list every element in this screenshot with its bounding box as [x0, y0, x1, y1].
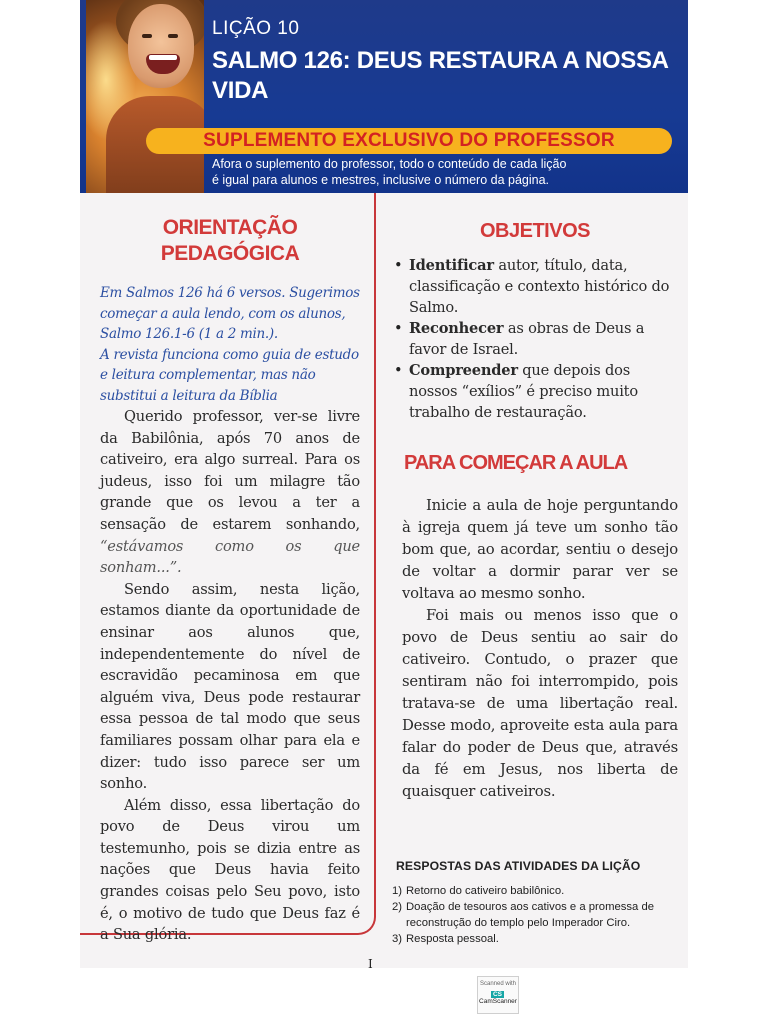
paragraph-1: Querido professor, ver-se livre da Babilônia, após 70 anos de cativeiro, era algo surreal. Para os judeus, isso foi um milagre tão grande que os levou a ter a sensação de estarem sonhando, “estávamos como os que sonham...”. [100, 408, 360, 577]
answer-item: 1) Retorno do cativeiro babilônico. [392, 885, 565, 897]
section-title-objetivos: OBJETIVOS [480, 220, 590, 242]
answers-title: RESPOSTAS DAS ATIVIDADES DA LIÇÃO [396, 859, 641, 873]
paragraph-3: Além disso, essa libertação do povo de Deus virou um testemunho, pois se dizia entre as nações que Deus havia feito grandes coisas pelo Seu povo, isto é, o motivo de tudo que Deus faz é a Sua glória. [100, 796, 360, 944]
page [80, 0, 688, 968]
start-text [392, 495, 678, 803]
answer-item: 2) Doação de tesouros aos cativos e a promessa de reconstrução do templo pelo Imperador Ciro. [392, 901, 655, 929]
camscanner-logo-icon: CS [492, 991, 503, 998]
answer-item: 3) Resposta pessoal. [392, 933, 499, 945]
intro-reading: Em Salmos 126 há 6 versos. Sugerimos começar a aula lendo, com os alunos, Salmo 126.1-6 (1 a 2 min.). [100, 285, 360, 342]
camscanner-badge: Scanned with CSCamScanner [477, 976, 519, 1014]
objectives-list [392, 255, 678, 423]
lesson-header [80, 0, 688, 193]
lesson-label: LIÇÃO 10 [212, 18, 300, 39]
psalm-quote: “estávamos como os que sonham...”. [100, 537, 360, 577]
paragraph-2: Sendo assim, nesta lição, estamos diante da oportunidade de ensinar aos alunos que, independentemente do nível de escravidão pecaminosa em que alguém viva, Deus pode restaurar essa pessoa de tal modo que seus familiares possam olhar para ela e dizer: tudo isso parece ser um sonho. [100, 580, 360, 793]
section-title-comecar: PARA COMEÇAR A AULA [404, 452, 628, 474]
objective-item: • Reconhecer as obras de Deus a favor de Israel. [392, 318, 678, 360]
pedagogical-guidance-column [80, 193, 376, 944]
answers-list [392, 883, 688, 947]
header-title-block [212, 18, 682, 106]
start-paragraph-2: Foi mais ou menos isso que o povo de Deus sentiu ao sair do cativeiro. Contudo, o prazer que sentiram não foi interrompido, pois tratava-se de uma libertação real. Desse modo, aproveite esta aula para falar do poder de Deus que, através da fé em Jesus, nos liberta de quaisquer cativeiros. [402, 607, 678, 800]
supplement-banner: SUPLEMENTO EXCLUSIVO DO PROFESSOR [146, 128, 672, 154]
child-photo [86, 0, 204, 193]
lesson-title: SALMO 126: DEUS RESTAURA A NOSSA VIDA [212, 47, 669, 104]
objective-item: • Identificar autor, título, data, classificação e contexto histórico do Salmo. [392, 255, 678, 318]
section-title-orientacao: ORIENTAÇÃO PEDAGÓGICA [160, 216, 300, 265]
intro-note: A revista funciona como guia de estudo e leitura complementar, mas não substitui a leitura da Bíblia [100, 346, 359, 404]
right-column [392, 193, 678, 953]
page-number: I [368, 957, 373, 968]
header-note: Afora o suplemento do professor, todo o conteúdo de cada lição é igual para alunos e mestres, inclusive o número da página. [212, 157, 567, 187]
activity-answers [392, 859, 688, 947]
start-paragraph-1: Inicie a aula de hoje perguntando à igreja quem já teve um sonho tão bom que, ao acordar, sentiu o desejo de voltar a dormir parar ver se voltava ao mesmo sonho. [402, 497, 678, 602]
objective-item: • Compreender que depois dos nossos “exílios” é preciso muito trabalho de restauração. [392, 360, 678, 423]
